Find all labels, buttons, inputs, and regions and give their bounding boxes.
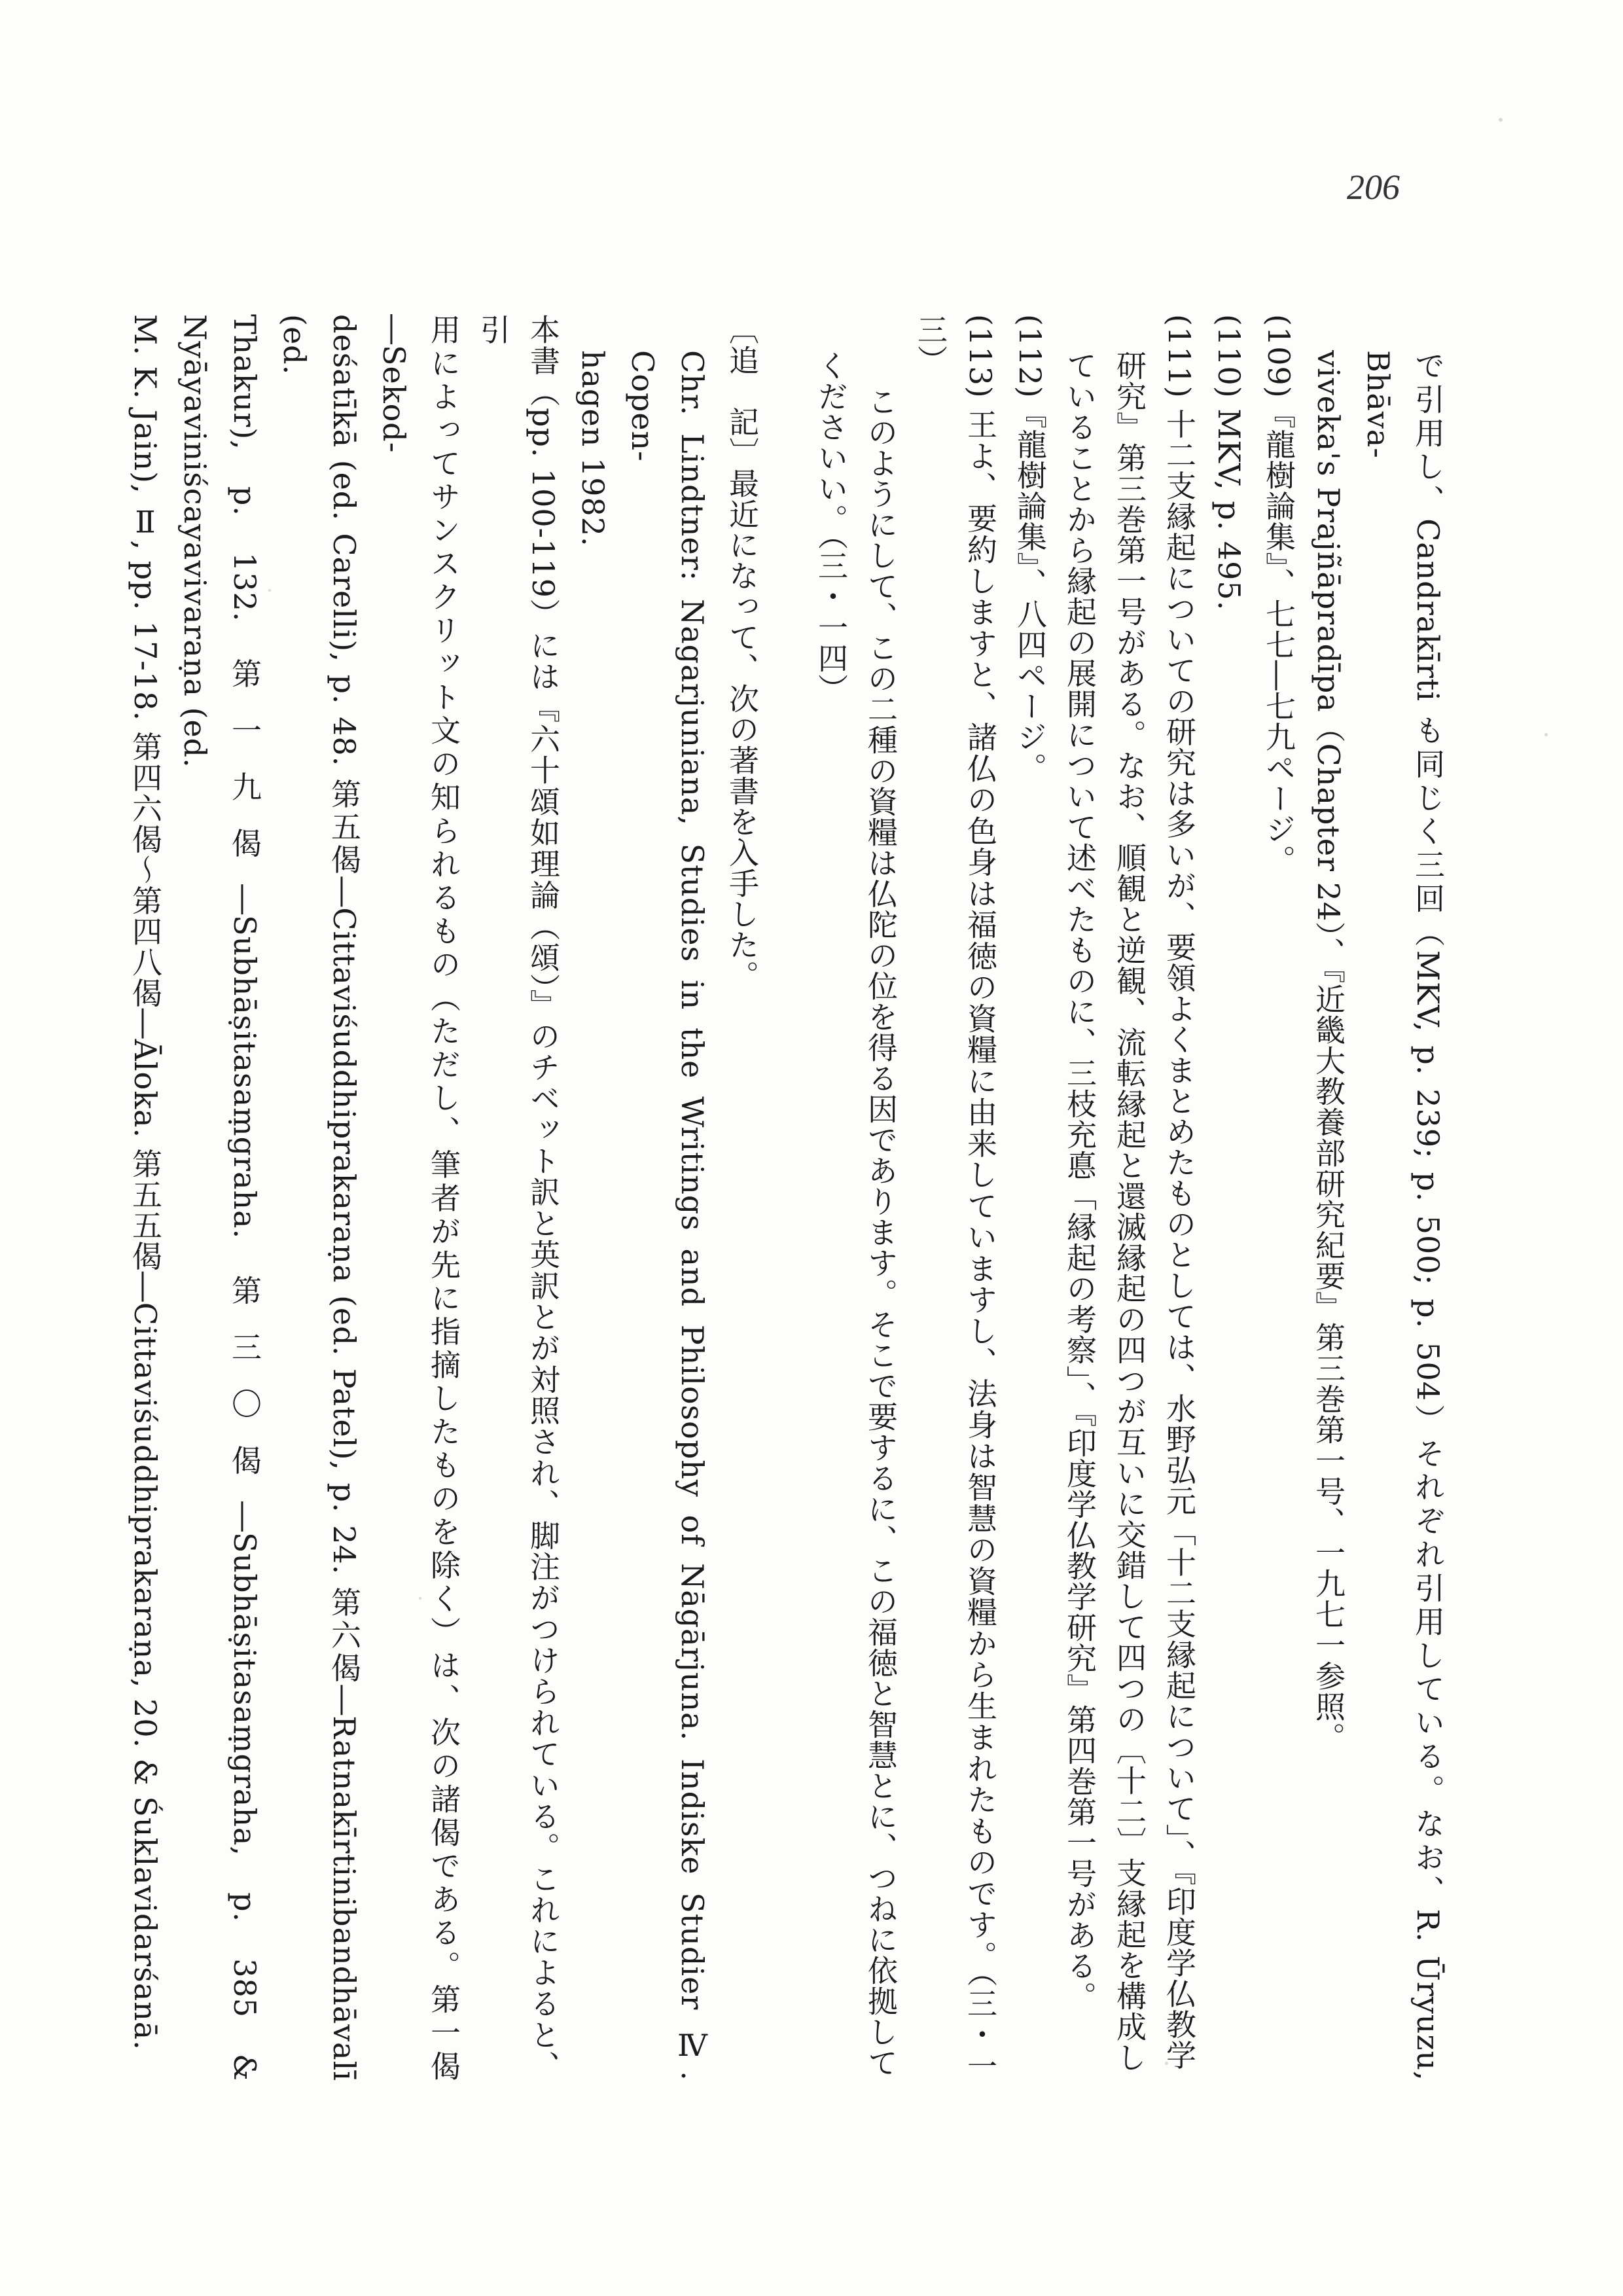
postscript-line: 〔追 記〕最近になって、次の著書を入手した。: [724, 314, 760, 991]
note-line: (109)『龍樹論集』、七七―七九ページ。: [1261, 314, 1296, 876]
postscript-line: hagen 1982.: [575, 350, 611, 547]
scan-speck: [268, 589, 271, 592]
note-line: で引用し、Candrakīrti も同じく三回（MKV, p. 239; p. 500; p. 504）それぞれ引用している。なお、R. Ūryuzu, Bhāva-: [1361, 350, 1446, 2081]
vertical-text-block: [128, 314, 1453, 2082]
page-number: 206: [1347, 168, 1400, 207]
note-line: 研究』第三巻第一号がある。なお、順観と逆観、流転縁起と還滅縁起の四つが互いに交錯して四つの〔十二〕支縁起を構成し: [1112, 350, 1147, 2073]
postscript-line: Thakur), p. 132. 第一九偈―Subhāṣitasaṃgraha. 第三〇偈―Subhāṣitasaṃgraha, p. 385 & Nyāyaviniścayavivaraṇa (ed.: [177, 314, 262, 2081]
note-line: このようにして、この二種の資糧は仏陀の位を得る因であります。そこで要するに、この福徳と智慧とに、つねに依拠して: [863, 386, 899, 2079]
scan-speck: [419, 1597, 421, 1600]
endnotes: [806, 314, 1453, 2081]
scan-speck: [1499, 118, 1503, 122]
postscript-line: deśatīkā (ed. Carelli), p. 48. 第五偈―Cittaviśuddhiprakaraṇa (ed. Patel), p. 24. 第六偈―Ratnakīrtinibandhāvalī (ed.: [277, 314, 362, 2081]
postscript-line: 用によってサンスクリット文の知られるもの（ただし、筆者が先に指摘したものを除く）は、次の諸偈である。第一偈―Sekod-: [376, 314, 461, 2082]
postscript-line: Chr. Lindtner: Nagarjuniana, Studies in the Writings and Philosophy of Nāgārjuna. Indiske Studier Ⅳ. Copen-: [625, 350, 710, 2081]
scan-speck: [1165, 2062, 1168, 2065]
note-line: (113) 王よ、要約しますと、諸仏の色身は福徳の資糧に由来していますし、法身は智慧の資糧から生まれたものです。（三・一三）: [913, 314, 998, 2081]
note-line: くださいい。（三・一四）: [813, 350, 849, 705]
note-line: viveka's Prajñāpradīpa（Chapter 24）、『近畿大教養部研究紀要』第三巻第一号、一九七一参照。: [1311, 350, 1346, 1753]
note-line: (110) MKV, p. 495.: [1211, 314, 1247, 611]
note-line: ていることから縁起の展開について述べたものに、三枝充悳「縁起の考察」、『印度学仏教学研究』第四巻第一号がある。: [1062, 350, 1097, 2013]
postscript: [120, 314, 767, 2081]
postscript-line: M. K. Jain), Ⅱ, pp. 17-18. 第四六偈～第四八偈―Āloka. 第五五偈―Cittaviśuddhiprakaraṇa, 20. & Śuklavidarśanā.: [128, 314, 163, 2051]
note-line: (111) 十二支縁起についての研究は多いが、要領よくまとめたものとしては、水野弘元「十二支縁起について」、『印度学仏教学: [1162, 314, 1197, 2071]
postscript-line: 本書（pp. 100-119）には『六十頌如理論（頌）』のチベット訳と英訳とが対照され、脚注がつけられている。これによると、引: [476, 314, 561, 2081]
note-line: (112)『龍樹論集』、八四ページ。: [1012, 314, 1048, 783]
scan-speck: [1544, 733, 1548, 736]
